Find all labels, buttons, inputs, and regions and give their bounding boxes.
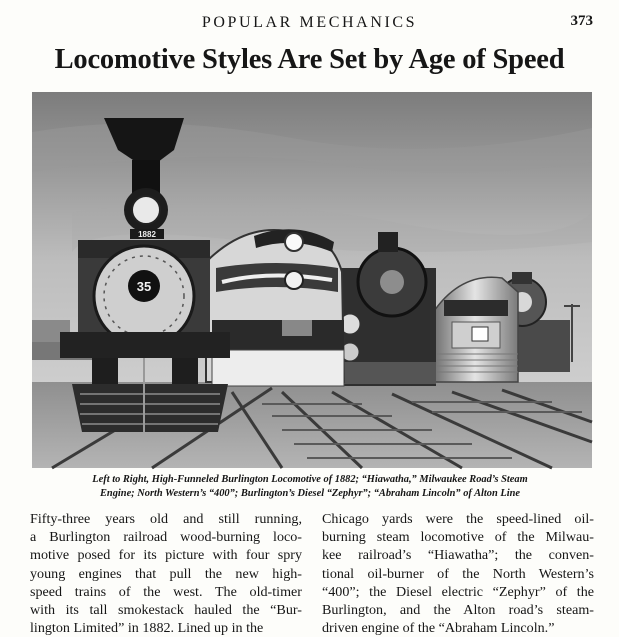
body-line: lington Limited” in 1882. Lined up in the: [30, 620, 264, 637]
body-line: speed trains of the west. The old-timer: [30, 583, 302, 600]
body-line: Burlington, and the Alton road’s steam-: [322, 602, 594, 619]
body-line: a Burlington railroad wood-burning loco-: [30, 529, 302, 546]
body-line: Chicago yards were the speed-lined oil-: [322, 511, 594, 527]
body-column-right: [322, 510, 594, 637]
body-line: with its tall smokestack hauled the “Bur-: [30, 602, 302, 619]
article-headline: Locomotive Styles Are Set by Age of Speed: [54, 44, 565, 75]
body-line: motive posed for its picture with four spry: [30, 547, 302, 564]
body-line: “400”; the Diesel electric “Zephyr” of the: [322, 583, 594, 600]
caption-line-2: Engine; North Western’s “400”; Burlington’s Diesel “Zephyr”; “Abraham Lincoln” of Alton Line: [100, 487, 520, 499]
body-line: burning steam locomotive of the Milwau-: [322, 529, 594, 546]
body-line: Fifty-three years old and still running,: [30, 511, 302, 527]
hiawatha-engine: [206, 229, 344, 386]
caption-line-1: Left to Right, High-Funneled Burlington Locomotive of 1882; “Hiawatha,” Milwaukee Road’s Steam: [92, 474, 528, 485]
body-line: tional oil-burner of the North Western’s: [322, 565, 594, 582]
photo-caption: [20, 473, 600, 500]
engine-year-plate: 1882: [138, 230, 156, 239]
body-line: young engines that pull the new high-: [30, 565, 302, 582]
body-line: kee railroad’s “Hiawatha”; the conven-: [322, 547, 594, 564]
magazine-name: POPULAR MECHANICS: [201, 14, 418, 31]
engine-number: 35: [136, 279, 152, 294]
running-head: [0, 12, 619, 34]
body-column-left: [30, 510, 302, 637]
body-line: driven engine of the “Abraham Lincoln.”: [322, 620, 555, 637]
locomotives-photo: [32, 92, 592, 468]
page-number: 373: [570, 13, 593, 29]
